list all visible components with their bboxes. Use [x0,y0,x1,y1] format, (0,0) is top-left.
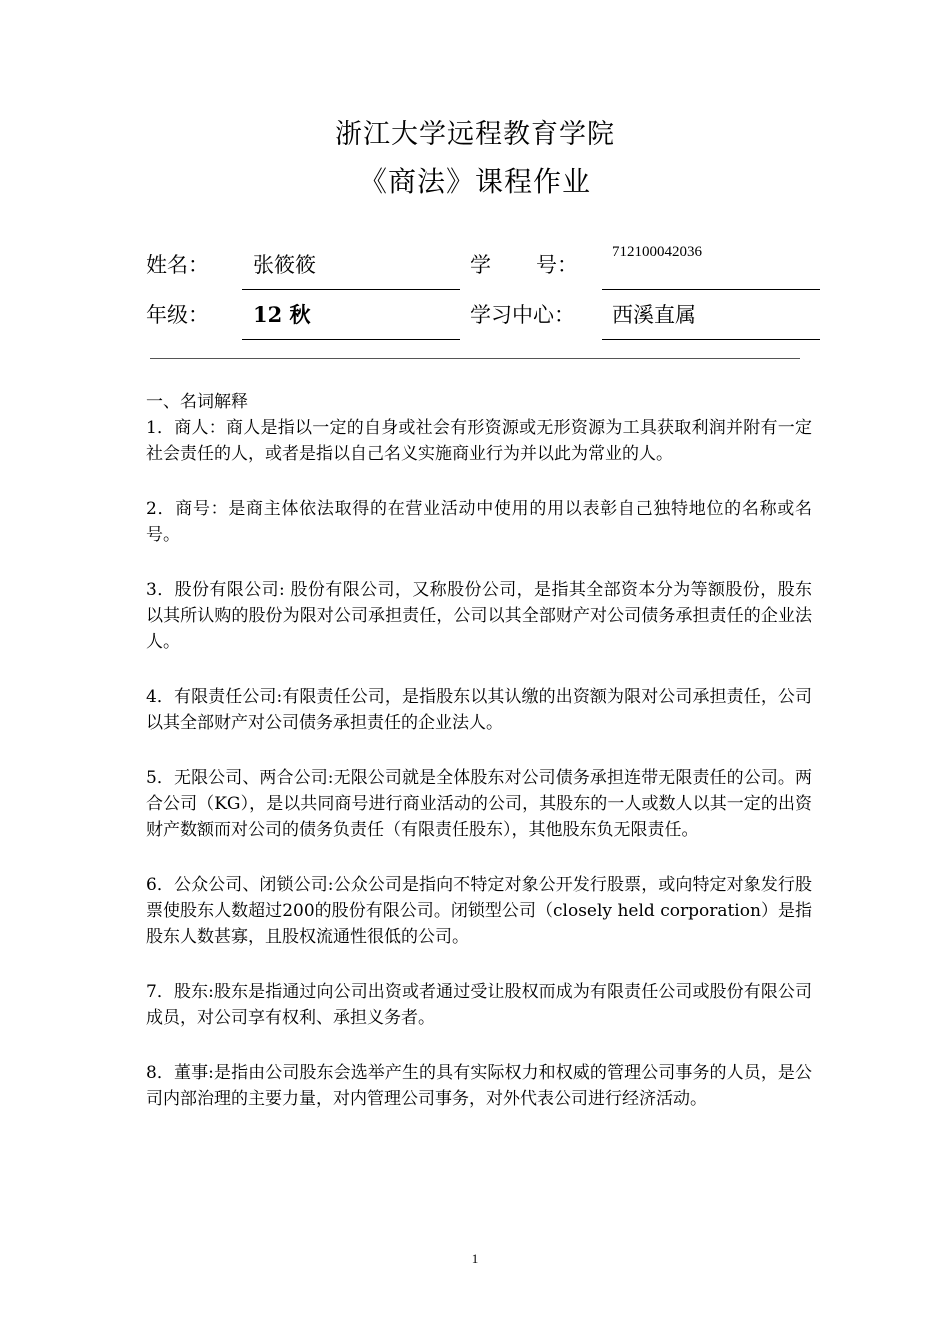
definition-2: 2．商号：是商主体依法取得的在营业活动中使用的用以表彰自己独特地位的名称或名号。 [146,499,812,545]
center-value: 西溪直属 [612,303,696,327]
definition-4: 4．有限责任公司:有限责任公司，是指股东以其认缴的出资额为限对公司承担责任，公司以其全部财产对公司债务承担责任的企业法人。 [146,687,812,733]
center-underline [602,339,820,340]
definition-1: 1．商人：商人是指以一定的自身或社会有形资源或无形资源为工具获取利润并附有一定社会责任的人，或者是指以自己名义实施商业行为并以此为常业的人。 [146,418,812,464]
definition-7: 7．股东:股东是指通过向公司出资或者通过受让股权而成为有限责任公司或股份有限公司成员，对公司享有权利、承担义务者。 [146,982,812,1028]
section-heading: 一、名词解释 [146,392,248,412]
definition-6: 6．公众公司、闭锁公司:公众公司是指向不特定对象公开发行股票，或向特定对象发行股票使股东人数超过200的股份有限公司。闭锁型公司（closely held corporation）是指股东人数甚寡，且股权流通性很低的公司。 [146,875,812,947]
id-label-part1: 学 [470,253,491,277]
definitions-section [146,389,812,1141]
separator-line [150,358,800,359]
course-title: 《商法》课程作业 [358,165,591,198]
name-underline [242,289,460,290]
definition-3: 3．股份有限公司: 股份有限公司，又称股份公司，是指其全部资本分为等额股份，股东以其所认购的股份为限对公司承担责任，公司以其全部财产对公司债务承担责任的企业法人。 [146,580,812,652]
definition-8: 8．董事:是指由公司股东会选举产生的具有实际权力和权威的管理公司事务的人员，是公司内部治理的主要力量，对内管理公司事务，对外代表公司进行经济活动。 [146,1063,812,1109]
id-label-part2: 号： [536,253,578,277]
grade-label: 年级： [146,303,209,327]
center-label: 学习中心： [470,303,575,327]
grade-value: 12 秋 [253,302,311,327]
page-number: 1 [471,1251,479,1266]
name-label: 姓名： [146,253,209,277]
student-id-value: 712100042036 [612,244,702,260]
id-underline [602,289,820,290]
name-value: 张筱筱 [253,253,316,277]
page-title: 浙江大学远程教育学院 [335,119,615,150]
grade-underline [242,339,460,340]
definition-5: 5．无限公司、两合公司:无限公司就是全体股东对公司债务承担连带无限责任的公司。两合公司（KG），是以共同商号进行商业活动的公司，其股东的一人或数人以其一定的出资财产数额而对公司的债务负责任（有限责任股东），其他股东负无限责任。 [146,768,812,840]
